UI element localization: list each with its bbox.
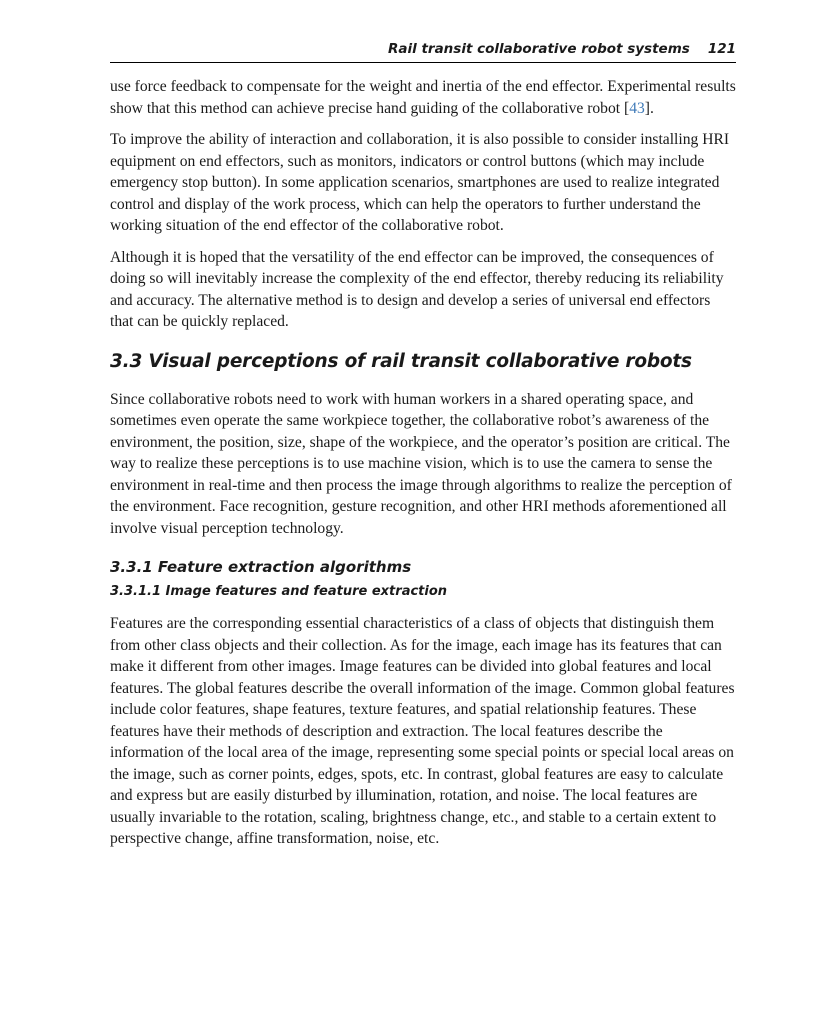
page-number: 121 xyxy=(707,41,736,57)
section-heading: 3.3 Visual perceptions of rail transit collaborative robots xyxy=(110,350,692,372)
running-title: Rail transit collaborative robot systems xyxy=(388,41,690,57)
citation-link[interactable]: 43 xyxy=(629,99,645,117)
subsubsection-heading: 3.3.1.1 Image features and feature extraction xyxy=(110,584,448,599)
paragraph-text-end: ]. xyxy=(644,99,654,117)
paragraph-text: use force feedback to compensate for the weight and inertia of the end effector. Experimental results show that this method can achieve precise hand guiding of the collaborative robot [ xyxy=(110,78,736,117)
body-text xyxy=(110,76,736,860)
subsection-heading: 3.3.1 Feature extraction algorithms xyxy=(110,558,412,576)
paragraph-interaction: To improve the ability of interaction and collaboration, it is also possible to consider installing HRI equipment on end effectors, such as monitors, indicators or control buttons (which may include emergency stop button). In some application scenarios, smartphones are used to realize integrated control and display of the work process, which can help the operators to further understand the working situation of the end effector of the collaborative robot. xyxy=(110,131,730,234)
paragraph-versatility: Although it is hoped that the versatility of the end effector can be improved, the consequences of doing so will inevitably increase the complexity of the end effector, thereby reducing its reliability and accuracy. The alternative method is to design and develop a series of universal end effectors that can be quickly replaced. xyxy=(110,248,724,330)
running-header xyxy=(110,40,736,63)
paragraph-visual-perception: Since collaborative robots need to work with human workers in a shared operating space, and sometimes even operate the same workpiece together, the collaborative robot’s awareness of the environment, the position, size, shape of the workpiece, and the operator’s position are critical. The way to realize these perceptions is to use machine vision, which is to use the camera to sense the environment in real-time and then process the image through algorithms to realize the perception of the environment. Face recognition, gesture recognition, and other HRI methods aforementioned all involve visual perception technology. xyxy=(110,390,732,537)
paragraph-image-features: Features are the corresponding essential characteristics of a class of objects that distinguish them from other class objects and their collection. As for the image, each image has its features that can make it different from other images. Image features can be divided into global features and local features. The global features describe the overall information of the image. Common global features include color features, shape features, texture features, and spatial relationship features. These features have their methods of description and extraction. The local features describe the information of the local area of the image, representing some special points or special local areas on the image, such as corner points, edges, spots, etc. In contrast, global features are easy to calculate and express but are easily disturbed by illumination, rotation, and noise. The local features are usually invariable to the rotation, scaling, brightness change, etc., and stable to a certain extent to perspective change, affine transformation, noise, etc. xyxy=(110,615,735,847)
paragraph-continuation xyxy=(110,76,736,119)
